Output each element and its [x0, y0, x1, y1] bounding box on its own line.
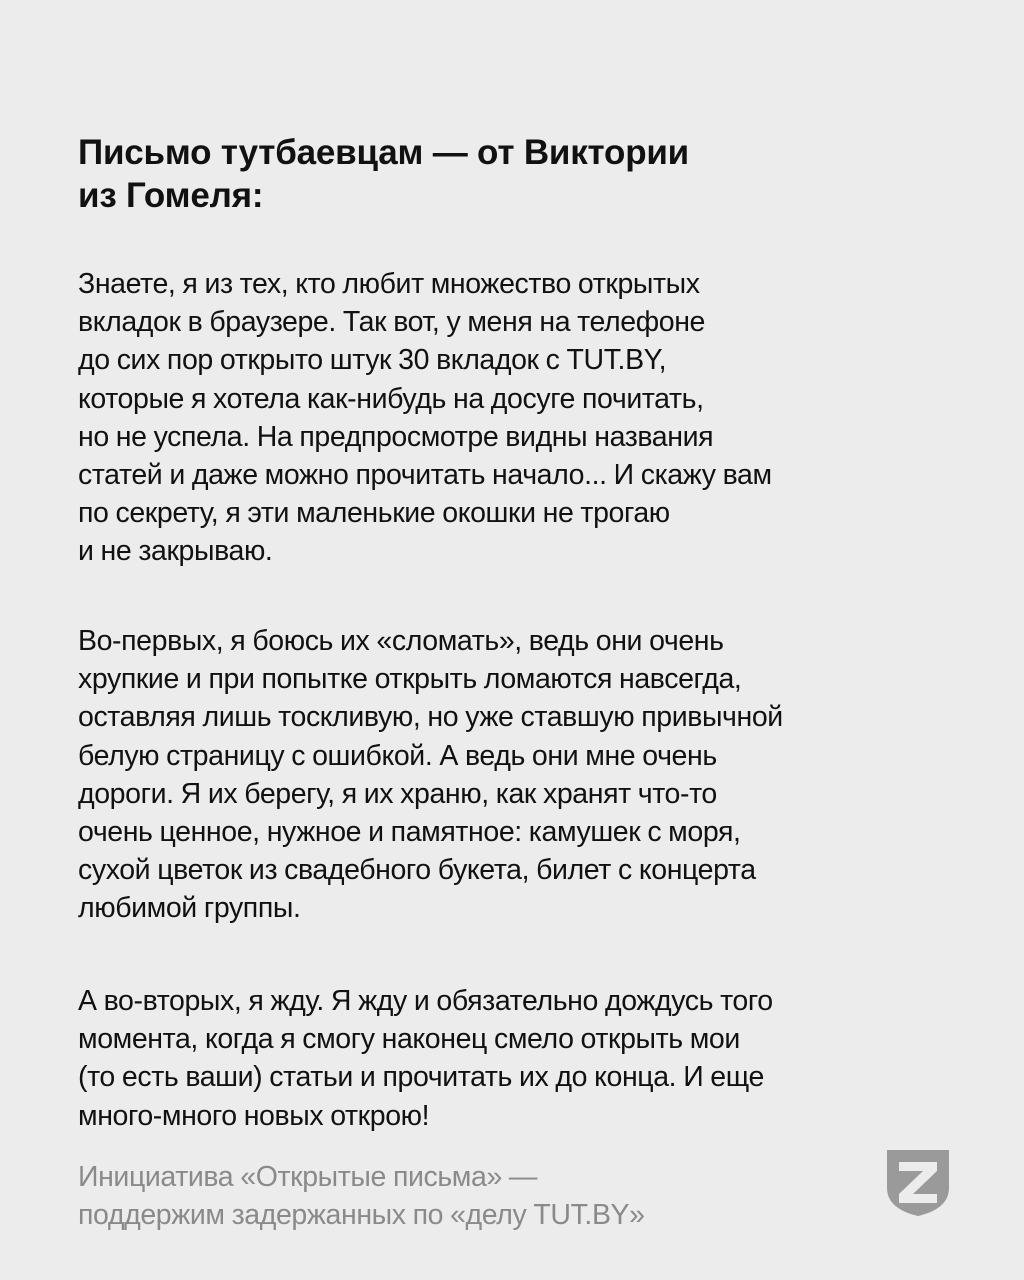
text-line: (то есть ваши) статьи и прочитать их до конца. И еще	[78, 1061, 764, 1094]
text-line: много-много новых открою!	[78, 1099, 430, 1132]
text-line: А во-вторых, я жду. Я жду и обязательно дождусь того	[78, 985, 773, 1017]
text-line: и не закрываю.	[78, 535, 273, 568]
letter-title	[78, 131, 958, 217]
paragraph-2	[78, 622, 978, 928]
text-line: момента, когда я смогу наконец смело открыть мои	[78, 1023, 740, 1056]
text-line: Знаете, я из тех, кто любит множество открытых	[78, 268, 700, 300]
footer-line: Инициатива «Открытые письма» —	[78, 1161, 538, 1193]
text-line: статей и даже можно прочитать начало... И скажу вам	[78, 459, 772, 492]
text-line: оставляя лишь тоскливую, но уже ставшую привычной	[78, 701, 783, 734]
title-line: из Гомеля:	[78, 176, 264, 215]
text-line: Во-первых, я боюсь их «сломать», ведь они очень	[78, 625, 724, 657]
text-line: которые я хотела как-нибудь на досуге почитать,	[78, 382, 704, 415]
text-line: дороги. Я их берегу, я их храню, как хранят что-то	[78, 777, 717, 810]
text-line: сухой цветок из свадебного букета, билет с концерта	[78, 854, 756, 887]
initiative-footer	[78, 1158, 838, 1234]
text-line: до сих пор открыто штук 30 вкладок с TUT.BY,	[78, 344, 667, 377]
footer-line: поддержим задержанных по «делу TUT.BY»	[78, 1199, 645, 1231]
text-line: по секрету, я эти маленькие окошки не трогаю	[78, 497, 670, 530]
paragraph-1	[78, 265, 978, 571]
text-line: вкладок в браузере. Так вот, у меня на телефоне	[78, 306, 705, 339]
text-line: очень ценное, нужное и памятное: камушек с моря,	[78, 816, 741, 849]
title-line: Письмо тутбаевцам — от Виктории	[78, 133, 689, 172]
text-line: но не успела. На предпросмотре видны названия	[78, 420, 714, 453]
text-line: белую страницу с ошибкой. А ведь они мне очень	[78, 739, 717, 772]
zerkalo-z-shield-icon	[887, 1150, 949, 1216]
text-line: любимой группы.	[78, 892, 301, 925]
text-line: хрупкие и при попытке открыть ломаются навсегда,	[78, 663, 742, 696]
paragraph-3	[78, 982, 978, 1135]
